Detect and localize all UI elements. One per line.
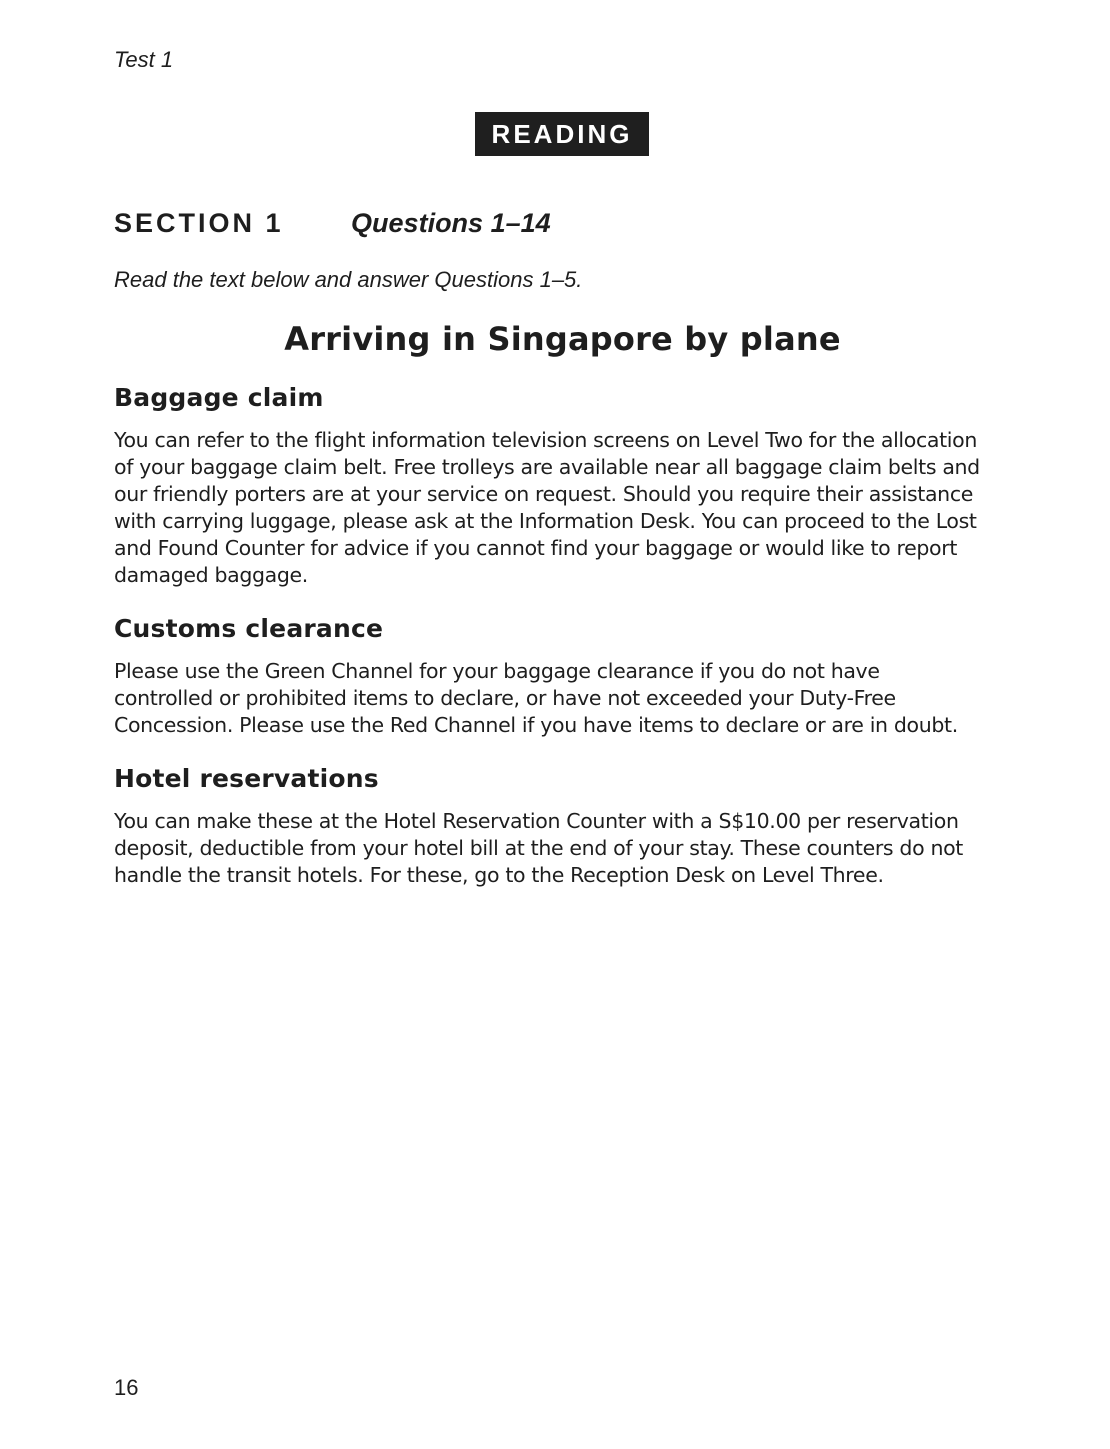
section-header <box>114 208 551 239</box>
section-body: Please use the Green Channel for your baggage clearance if you do not have controlled or prohibited items to declare, or have not exceeded your Duty-Free Concession. Please use the Red Channel if you have items to declare or are in doubt. <box>114 659 958 737</box>
running-head: Test 1 <box>114 47 174 72</box>
section-heading: Customs clearance <box>114 614 384 643</box>
section-heading: Baggage claim <box>114 383 324 412</box>
section-label: SECTION 1 <box>114 208 284 238</box>
article-title: Arriving in Singapore by plane <box>284 320 841 358</box>
page-number: 16 <box>114 1375 139 1400</box>
reading-banner: READING <box>475 112 649 156</box>
instruction-text: Read the text below and answer Questions 1–5. <box>114 267 583 292</box>
baggage-claim-section <box>114 382 1024 589</box>
section-heading: Hotel reservations <box>114 764 379 793</box>
questions-range: Questions 1–14 <box>351 208 551 238</box>
hotel-reservations-section <box>114 763 1024 889</box>
section-body: You can make these at the Hotel Reservation Counter with a S$10.00 per reservation deposit, deductible from your hotel bill at the end of your stay. These counters do not handle the transit hotels. For these, go to the Reception Desk on Level Three. <box>114 809 963 887</box>
customs-clearance-section <box>114 613 1024 739</box>
section-body: You can refer to the flight information television screens on Level Two for the allocation of your baggage claim belt. Free trolleys are available near all baggage claim belts and our friendly porters are at your service on request. Should you require their assistance with carrying luggage, please ask at the Information Desk. You can proceed to the Lost and Found Counter for advice if you cannot find your baggage or would like to report damaged baggage. <box>114 428 980 587</box>
